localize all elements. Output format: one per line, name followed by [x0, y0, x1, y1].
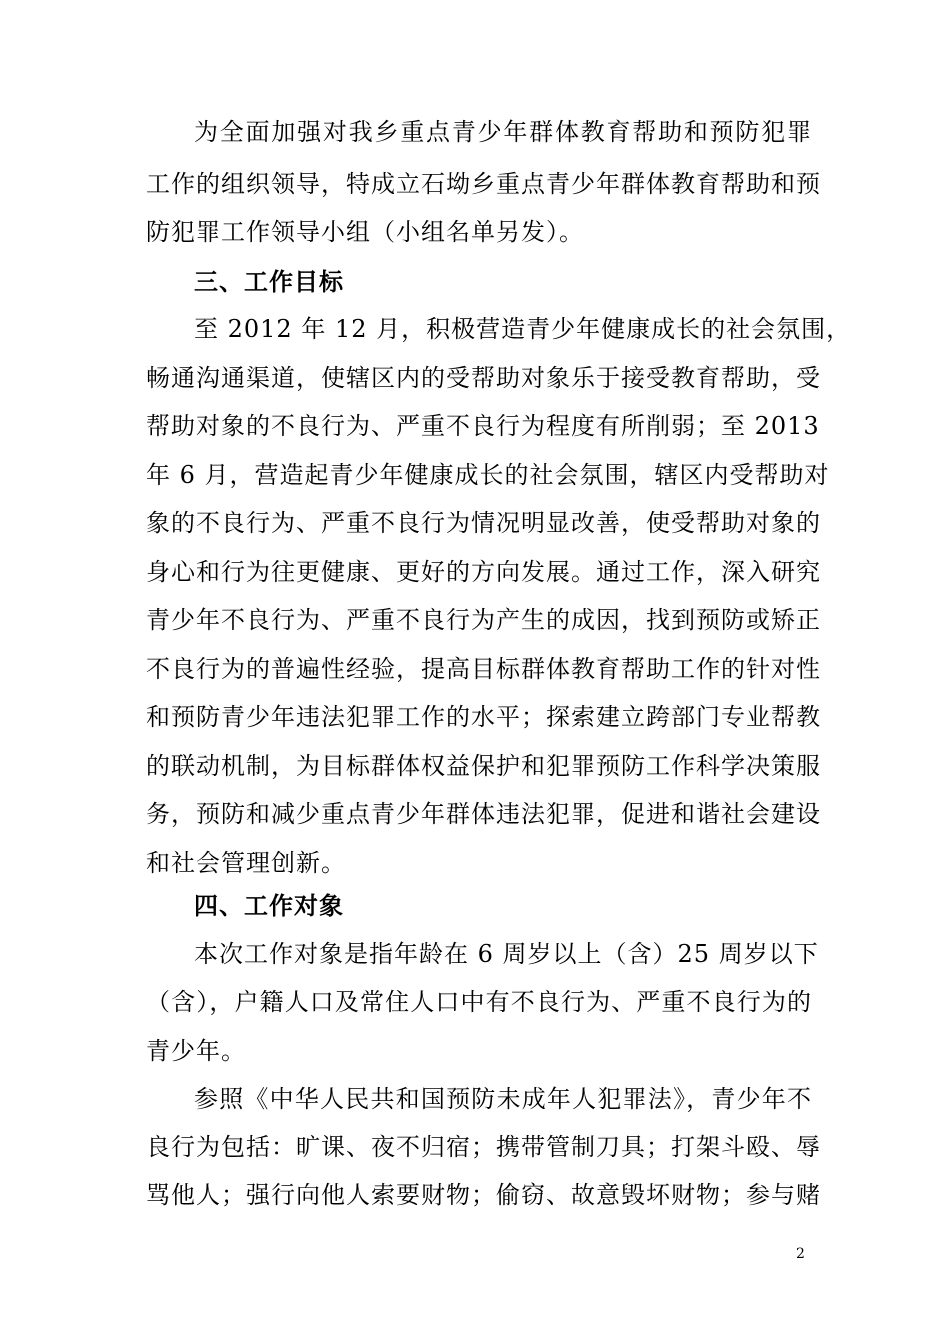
body-text-line: 工作的组织领导，特成立石坳乡重点青少年群体教育帮助和预: [146, 170, 821, 198]
body-text-line: 和社会管理创新。: [146, 849, 346, 877]
section-heading-goals: 三、工作目标: [194, 268, 344, 296]
body-text-line: 至 2012 年 12 月，积极营造青少年健康成长的社会氛围，: [194, 315, 852, 343]
body-text-line: 本次工作对象是指年龄在 6 周岁以上（含）25 周岁以下: [194, 940, 819, 968]
page-number: 2: [796, 1246, 805, 1262]
body-text-line: 的联动机制，为目标群体权益保护和犯罪预防工作科学决策服: [146, 752, 821, 780]
body-text-line: 和预防青少年违法犯罪工作的水平；探索建立跨部门专业帮教: [146, 703, 821, 731]
body-text-line: （含），户籍人口及常住人口中有不良行为、严重不良行为的: [146, 988, 812, 1016]
body-text-line: 青少年不良行为、严重不良行为产生的成因，找到预防或矫正: [146, 606, 821, 634]
body-text-line: 不良行为的普遍性经验，提高目标群体教育帮助工作的针对性: [146, 655, 821, 683]
body-text-line: 防犯罪工作领导小组（小组名单另发）。: [146, 218, 584, 246]
body-text-line: 参照《中华人民共和国预防未成年人犯罪法》，青少年不: [194, 1085, 812, 1113]
body-text-line: 务，预防和减少重点青少年群体违法犯罪，促进和谐社会建设: [146, 800, 821, 828]
body-text-line: 骂他人；强行向他人索要财物；偷窃、故意毁坏财物；参与赌: [146, 1181, 821, 1209]
body-text-line: 为全面加强对我乡重点青少年群体教育帮助和预防犯罪: [194, 118, 812, 146]
body-text-line: 年 6 月，营造起青少年健康成长的社会氛围，辖区内受帮助对: [146, 461, 830, 489]
body-text-line: 良行为包括：旷课、夜不归宿；携带管制刀具；打架斗殴、辱: [146, 1133, 821, 1161]
body-text-line: 畅通沟通渠道，使辖区内的受帮助对象乐于接受教育帮助，受: [146, 364, 821, 392]
body-text-line: 身心和行为往更健康、更好的方向发展。通过工作，深入研究: [146, 558, 821, 586]
section-heading-targets: 四、工作对象: [194, 892, 344, 920]
body-text-line: 象的不良行为、严重不良行为情况明显改善，使受帮助对象的: [146, 509, 821, 537]
body-text-line: 帮助对象的不良行为、严重不良行为程度有所削弱；至 2013: [146, 412, 820, 440]
body-text-line: 青少年。: [146, 1037, 246, 1065]
